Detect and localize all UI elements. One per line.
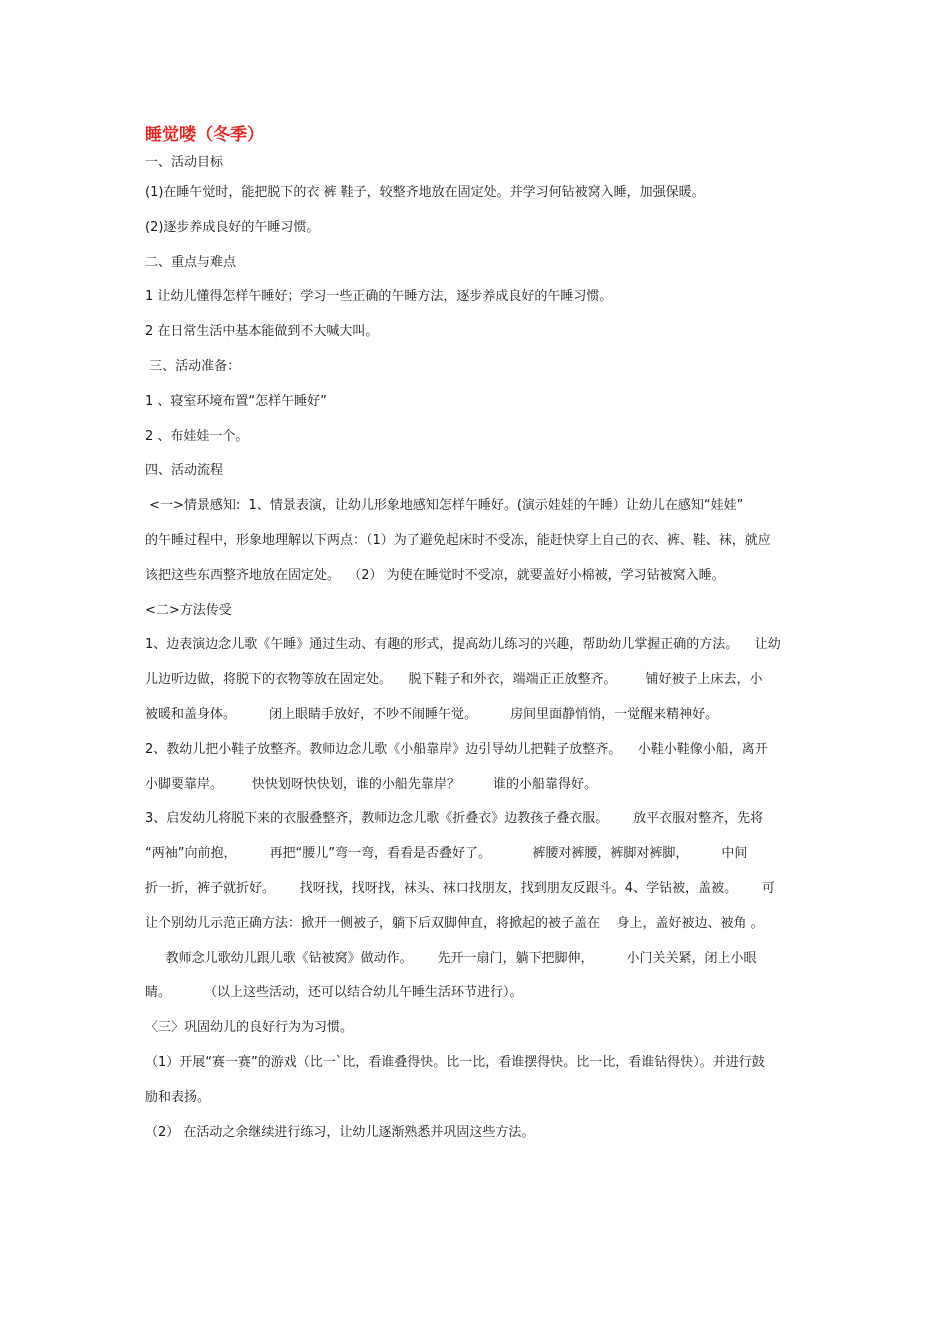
preparation-item-1: 1 、寝室环境布置“怎样午睡好” [145, 393, 327, 409]
paragraph-line: “两袖”向前抱， 再把“腰儿”弯一弯，看看是否叠好了。 裤腰对裤腰，裤脚对裤脚， 中间 [145, 846, 748, 862]
goal-item-2: (2)逐步养成良好的午睡习惯。 [145, 219, 320, 235]
paragraph-line: 睛。 （以上这些活动，还可以结合幼儿午睡生活环节进行）。 [145, 985, 523, 1001]
paragraph-line: 的午睡过程中，形象地理解以下两点：（1）为了避免起床时不受冻，能赶快穿上自己的衣、裤、鞋、袜，就应 [145, 532, 771, 548]
document-page [145, 120, 815, 1150]
key-point-2: 2 在日常生活中基本能做到不大喊大叫。 [145, 324, 379, 340]
preparation-item-2: 2 、布娃娃一个。 [145, 428, 249, 444]
section-heading-process: 四、活动流程 [145, 463, 224, 479]
paragraph-line: 折一折，裤子就折好。 找呀找，找呀找，袜头、袜口找朋友，找到朋友反跟斗。4、学钻被，盖被。 可 [145, 880, 775, 896]
paragraph-line: （2） 在活动之余继续进行练习，让幼儿逐渐熟悉并巩固这些方法。 [145, 1124, 535, 1140]
subsection-heading-consolidate: 〈三〉巩固幼儿的良好行为为习惯。 [145, 1020, 354, 1036]
paragraph-line: 儿边听边做，将脱下的衣物等放在固定处。 脱下鞋子和外衣，端端正正放整齐。 铺好被子上床去，小 [145, 672, 763, 688]
paragraph-line: 小脚要靠岸。 快快划呀快快划，谁的小船先靠岸？ 谁的小船靠得好。 [145, 776, 597, 792]
paragraph-line: 1、边表演边念儿歌《午睡》通过生动、有趣的形式，提高幼儿练习的兴趣，帮助幼儿掌握正确的方法。 让幼 [145, 637, 781, 653]
section-heading-goals: 一、活动目标 [145, 155, 224, 170]
paragraph-line: 该把这些东西整齐地放在固定处。 （2） 为使在睡觉时不受凉，就要盖好小棉被，学习钻被窝入睡。 [145, 567, 725, 583]
paragraph-line: <一>情景感知: 1、情景表演，让幼儿形象地感知怎样午睡好。(演示娃娃的午睡）让幼儿在感知“娃娃” [145, 498, 744, 514]
document-title: 睡觉喽（冬季） [145, 125, 264, 145]
paragraph-line: 被暖和盖身体。 闭上眼睛手放好，不吵不闹睡午觉。 房间里面静悄悄，一觉醒来精神好。 [145, 706, 719, 722]
subsection-heading-methods: <二>方法传受 [145, 602, 232, 618]
paragraph-line: 3、启发幼儿将脱下来的衣服叠整齐，教师边念儿歌《折叠衣》边教孩子叠衣服。 放平衣服对整齐，先将 [145, 811, 764, 827]
goal-item-1: (1)在睡午觉时，能把脱下的衣 裤 鞋子，较整齐地放在固定处。并学习何钻被窝入睡，加强保暖。 [145, 185, 705, 200]
key-point-1: 1 让幼儿懂得怎样午睡好；学习一些正确的午睡方法，逐步养成良好的午睡习惯。 [145, 289, 613, 305]
paragraph-line: 教师念儿歌幼儿跟儿歌《钻被窝》做动作。 先开一扇门，躺下把脚伸， 小门关关紧，闭上小眼 [145, 950, 757, 966]
paragraph-line: （1）开展“赛一赛”的游戏（比一`比，看谁叠得快。比一比，看谁摆得快。比一比，看谁钻得快）。并进行鼓 [145, 1054, 765, 1070]
paragraph-line: 让个别幼儿示范正确方法：掀开一侧被子，躺下后双脚伸直，将掀起的被子盖在 身上，盖好被边、被角 。 [145, 915, 764, 931]
section-heading-key-points: 二、重点与难点 [145, 254, 237, 270]
paragraph-line: 2、教幼儿把小鞋子放整齐。教师边念儿歌《小船靠岸》边引导幼儿把鞋子放整齐。 小鞋小鞋像小船，离开 [145, 741, 768, 757]
section-heading-preparation: 三、活动准备： [145, 358, 241, 374]
paragraph-line: 励和表扬。 [145, 1089, 211, 1105]
